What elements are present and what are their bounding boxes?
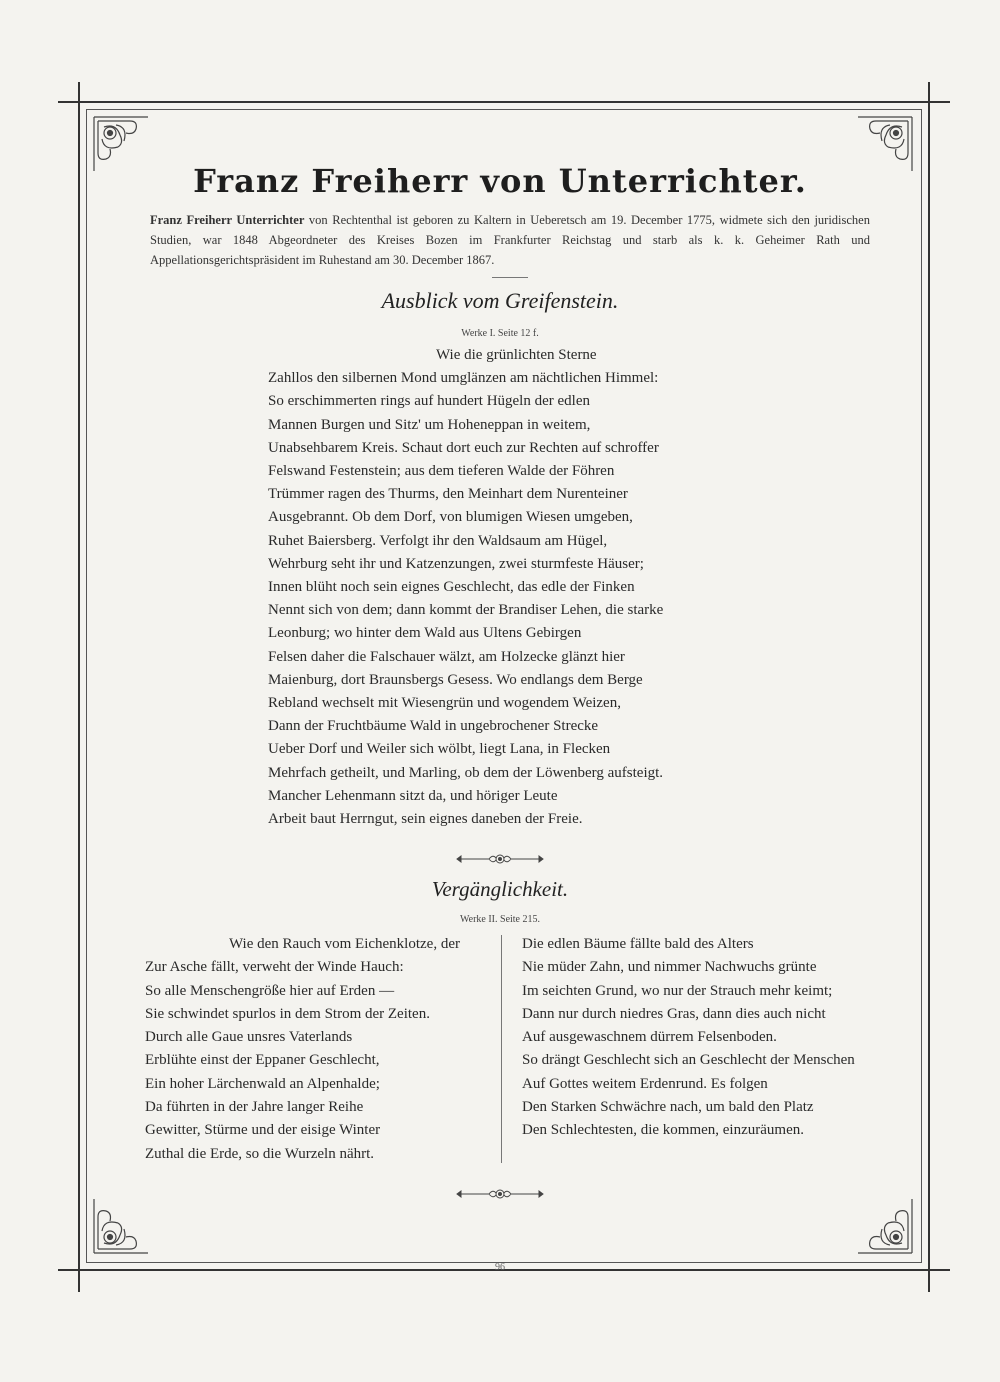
section-divider [492,277,528,278]
corner-ornament-icon [854,1195,916,1257]
poem-line: Gewitter, Stürme und der eisige Winter [145,1122,381,1139]
bio-name: Franz Freiherr Unterrichter [150,213,305,227]
poem-line: Mancher Lehenmann sitzt da, und höriger Leute [268,787,558,804]
poem-line: Wie die grünlichten Sterne [436,347,597,363]
poem-line: So drängt Geschlecht sich an Geschlecht der Menschen [522,1052,855,1069]
poem-line: Ruhet Baiersberg. Verfolgt ihr den Waldsaum am Hügel, [268,532,608,549]
poem-reference: Werke II. Seite 215. [460,914,540,925]
poem-line: Arbeit baut Herrngut, sein eignes daneben der Freie. [268,811,583,828]
poem-line: Wie den Rauch vom Eichenklotze, der [229,936,460,952]
poem-line: Zuthal die Erde, so die Wurzeln nährt. [145,1145,375,1162]
poem-line: Sie schwindet spurlos in dem Strom der Zeiten. [145,1005,430,1022]
corner-ornament-icon [90,1195,152,1257]
poem-line: Auf Gottes weitem Erdenrund. Es folgen [522,1075,768,1092]
poem-line: Nie müder Zahn, und nimmer Nachwuchs grünte [522,959,817,976]
frame-left-rule [78,82,80,1292]
poem-line: Ein hoher Lärchenwald an Alpenhalde; [145,1075,380,1092]
poem-line: Maienburg, dort Braunsbergs Gesess. Wo endlangs dem Berge [268,671,643,688]
page-title: Franz Freiherr von Unterrichter. [193,162,807,200]
poem-line: Ausgebrannt. Ob dem Dorf, von blumigen Wiesen umgeben, [268,509,633,526]
page-number: 96 [495,1262,505,1273]
poem-line: Dann nur durch niedres Gras, dann dies auch nicht [522,1005,826,1022]
poem-line: Zahllos den silbernen Mond umglänzen am nächtlichen Himmel: [268,370,659,387]
poem-line: Wehrburg seht ihr und Katzenzungen, zwei sturmfeste Häuser; [268,555,644,572]
poem-line: Unabsehbarem Kreis. Schaut dort euch zur Rechten auf schroffer [268,439,659,456]
poem-line: Felswand Festenstein; aus dem tieferen Walde der Föhren [268,463,615,480]
divider-ornament-icon [0,851,1000,865]
poem-line: Innen blüht noch sein eignes Geschlecht, das edle der Finken [268,579,635,596]
poem-line: Im seichten Grund, wo nur der Strauch mehr keimt; [522,982,833,999]
column-divider [501,935,502,1163]
poem-body [268,344,738,831]
poem-line: Den Starken Schwächre nach, um bald den Platz [522,1099,814,1116]
poem-line: Leonburg; wo hinter dem Wald aus Ultens Gebirgen [268,625,582,642]
poem-column-right [522,933,872,1143]
poem-line: Felsen daher die Falschauer wälzt, am Holzecke glänzt hier [268,648,625,665]
poem-title: Vergänglichkeit. [431,877,569,901]
poem-line: Nennt sich von dem; dann kommt der Brandiser Lehen, die starke [268,602,664,619]
frame-top-rule [58,101,950,103]
poem-line: Den Schlechtesten, die kommen, einzuräumen. [522,1122,804,1139]
poem-line: Mannen Burgen und Sitz' um Hoheneppan in weitem, [268,416,591,433]
biography-paragraph [150,210,870,270]
poem-line: So erschimmerten rings auf hundert Hügeln der edlen [268,393,590,410]
poem-line: Auf ausgewaschnem dürrem Felsenboden. [522,1029,777,1046]
poem-line: Ueber Dorf und Weiler sich wölbt, liegt Lana, in Flecken [268,741,611,758]
poem-line: Die edlen Bäume fällte bald des Alters [522,936,754,952]
poem-line: Da führten in der Jahre langer Reihe [145,1099,364,1116]
poem-line: Zur Asche fällt, verweht der Winde Hauch: [145,959,404,976]
poem-line: Trümmer ragen des Thurms, den Meinhart dem Nurenteiner [268,486,628,503]
poem-line: Rebland wechselt mit Wiesengrün und wogendem Weizen, [268,695,621,712]
divider-ornament-icon [0,1186,1000,1200]
poem-line: Dann der Fruchtbäume Wald in ungebrochener Strecke [268,718,599,735]
frame-right-rule [928,82,930,1292]
poem-line: So alle Menschengröße hier auf Erden — [145,982,395,999]
poem-title: Ausblick vom Greifenstein. [381,288,619,313]
poem-line: Mehrfach getheilt, und Marling, ob dem der Löwenberg aufsteigt. [268,764,664,781]
poem-reference: Werke I. Seite 12 f. [461,328,539,339]
poem-line: Durch alle Gaue unsres Vaterlands [145,1029,353,1046]
bio-text: von Rechtenthal ist geboren zu Kaltern in Ueberetsch am 19. December 1775, widmete sich den juridischen Studien, war 1848 Abgeordneter des Kreises Bozen im Frankfurter Reichstag und starb als k. k. Geheimer Rath und Appellationsgerichtspräsident im Ruhestand am 30. December 1867. [150,213,870,267]
poem-column-left [145,933,485,1166]
poem-line: Erblühte einst der Eppaner Geschlecht, [145,1052,380,1069]
